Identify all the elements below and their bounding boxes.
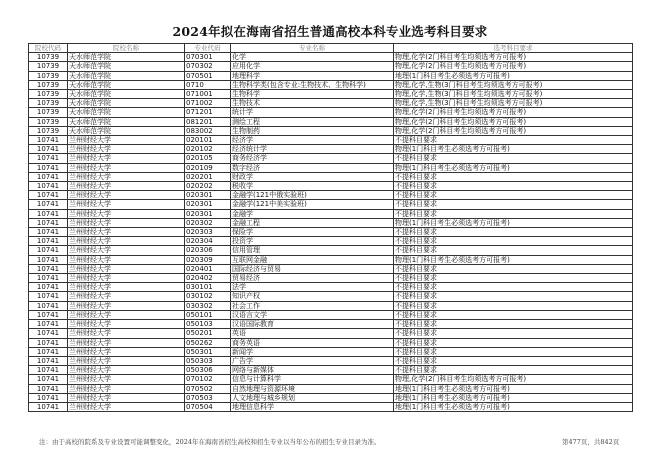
cell-major-name: 法学 [231, 283, 394, 292]
table-row [29, 264, 633, 273]
cell-major-name: 地理科学 [231, 71, 394, 80]
cell-subject-requirement: 物理,化学,生物(3门科目考生均须选考方可报考) [394, 80, 633, 89]
cell-subject-requirement: 不提科目要求 [394, 310, 633, 319]
cell-school-name: 兰州财经大学 [68, 228, 185, 237]
cell-school-name: 天水师范学院 [68, 90, 185, 99]
cell-school-name: 兰州财经大学 [68, 375, 185, 384]
table-row [29, 117, 633, 126]
cell-school-name: 天水师范学院 [68, 108, 185, 117]
table-row [29, 366, 633, 375]
cell-major-name: 经济学 [231, 136, 394, 145]
cell-subject-requirement: 地理(1门科目考生必须选考方可报考) [394, 402, 633, 411]
cell-school-name: 兰州财经大学 [68, 200, 185, 209]
cell-major-code: 0710 [185, 80, 231, 89]
cell-school-name: 兰州财经大学 [68, 209, 185, 218]
table-row [29, 375, 633, 384]
cell-school-name: 天水师范学院 [68, 53, 185, 62]
cell-major-name: 应用化学 [231, 62, 394, 71]
table-row [29, 274, 633, 283]
cell-subject-requirement: 不提科目要求 [394, 329, 633, 338]
cell-major-code: 030102 [185, 292, 231, 301]
cell-school-code: 10741 [29, 384, 68, 393]
cell-major-code: 020105 [185, 154, 231, 163]
cell-subject-requirement: 不提科目要求 [394, 191, 633, 200]
cell-school-code: 10741 [29, 338, 68, 347]
cell-major-code: 020301 [185, 209, 231, 218]
cell-major-code: 020402 [185, 274, 231, 283]
cell-subject-requirement: 不提科目要求 [394, 356, 633, 365]
table-row [29, 246, 633, 255]
table-row [29, 237, 633, 246]
cell-major-name: 人文地理与城乡规划 [231, 393, 394, 402]
cell-subject-requirement: 不提科目要求 [394, 136, 633, 145]
cell-major-code: 050201 [185, 329, 231, 338]
footnote: 注：由于高校的院系及专业设置可能调整变化，2024年在海南省招生高校和招生专业以当年公布的招生专业目录为准。 [39, 438, 381, 446]
cell-school-code: 10739 [29, 108, 68, 117]
cell-school-name: 兰州财经大学 [68, 338, 185, 347]
cell-major-name: 新闻学 [231, 347, 394, 356]
cell-subject-requirement: 不提科目要求 [394, 366, 633, 375]
cell-subject-requirement: 不提科目要求 [394, 172, 633, 181]
cell-subject-requirement: 不提科目要求 [394, 264, 633, 273]
cell-school-code: 10741 [29, 145, 68, 154]
cell-major-name: 英语 [231, 329, 394, 338]
cell-school-name: 兰州财经大学 [68, 366, 185, 375]
cell-school-code: 10741 [29, 310, 68, 319]
cell-major-code: 050303 [185, 356, 231, 365]
cell-school-code: 10741 [29, 283, 68, 292]
table-row [29, 62, 633, 71]
cell-school-code: 10741 [29, 191, 68, 200]
cell-school-code: 10741 [29, 347, 68, 356]
cell-school-name: 兰州财经大学 [68, 292, 185, 301]
cell-school-name: 兰州财经大学 [68, 218, 185, 227]
cell-major-code: 081201 [185, 117, 231, 126]
cell-subject-requirement: 地理(1门科目考生必须选考方可报考) [394, 71, 633, 80]
cell-subject-requirement: 物理(1门科目考生必须选考方可报考) [394, 145, 633, 154]
header-school-name: 院校名称 [68, 44, 185, 53]
cell-school-code: 10739 [29, 62, 68, 71]
table-row [29, 172, 633, 181]
cell-school-code: 10741 [29, 255, 68, 264]
cell-school-code: 10741 [29, 154, 68, 163]
table-row [29, 145, 633, 154]
header-major-code: 专业代码 [185, 44, 231, 53]
cell-major-name: 汉语国际教育 [231, 320, 394, 329]
cell-school-name: 兰州财经大学 [68, 310, 185, 319]
cell-school-name: 兰州财经大学 [68, 384, 185, 393]
cell-school-code: 10741 [29, 393, 68, 402]
cell-major-name: 商务经济学 [231, 154, 394, 163]
cell-school-code: 10741 [29, 366, 68, 375]
table-row [29, 90, 633, 99]
cell-school-code: 10741 [29, 209, 68, 218]
table-row [29, 283, 633, 292]
cell-subject-requirement: 不提科目要求 [394, 228, 633, 237]
cell-school-name: 天水师范学院 [68, 126, 185, 135]
page-number: 第477页，共842页 [562, 438, 620, 446]
cell-school-code: 10741 [29, 264, 68, 273]
cell-major-name: 生物科学 [231, 90, 394, 99]
cell-school-code: 10741 [29, 228, 68, 237]
cell-major-code: 050101 [185, 310, 231, 319]
table-header-row [29, 44, 633, 53]
cell-school-code: 10741 [29, 274, 68, 283]
cell-major-name: 网络与新媒体 [231, 366, 394, 375]
cell-school-code: 10741 [29, 172, 68, 181]
cell-school-code: 10739 [29, 80, 68, 89]
cell-subject-requirement: 物理,化学(2门科目考生均须选考方可报考) [394, 108, 633, 117]
cell-major-code: 020301 [185, 191, 231, 200]
cell-subject-requirement: 不提科目要求 [394, 292, 633, 301]
cell-school-name: 兰州财经大学 [68, 393, 185, 402]
cell-major-name: 社会工作 [231, 301, 394, 310]
cell-school-name: 兰州财经大学 [68, 402, 185, 411]
cell-major-name: 税收学 [231, 182, 394, 191]
table-row [29, 191, 633, 200]
table-row [29, 99, 633, 108]
cell-subject-requirement: 不提科目要求 [394, 200, 633, 209]
cell-major-name: 生物技术 [231, 99, 394, 108]
cell-major-name: 经济统计学 [231, 145, 394, 154]
cell-school-name: 天水师范学院 [68, 99, 185, 108]
table-row [29, 320, 633, 329]
cell-subject-requirement: 不提科目要求 [394, 274, 633, 283]
cell-subject-requirement: 不提科目要求 [394, 338, 633, 347]
cell-major-name: 商务英语 [231, 338, 394, 347]
cell-major-name: 金融学 [231, 209, 394, 218]
cell-major-name: 广告学 [231, 356, 394, 365]
table-row [29, 356, 633, 365]
cell-school-name: 兰州财经大学 [68, 356, 185, 365]
cell-major-code: 020306 [185, 246, 231, 255]
header-subject-requirement: 选考科目要求 [394, 44, 633, 53]
cell-subject-requirement: 地理(1门科目考生必须选考方可报考) [394, 393, 633, 402]
table-row [29, 301, 633, 310]
cell-school-code: 10741 [29, 246, 68, 255]
cell-school-code: 10741 [29, 329, 68, 338]
cell-major-code: 020202 [185, 182, 231, 191]
cell-school-name: 兰州财经大学 [68, 145, 185, 154]
cell-major-code: 020301 [185, 200, 231, 209]
cell-major-code: 030302 [185, 301, 231, 310]
cell-major-name: 汉语言文学 [231, 310, 394, 319]
cell-school-name: 兰州财经大学 [68, 246, 185, 255]
cell-major-code: 070502 [185, 384, 231, 393]
cell-subject-requirement: 物理,化学(2门科目考生均须选考方可报考) [394, 62, 633, 71]
cell-major-name: 自然地理与资源环境 [231, 384, 394, 393]
cell-major-code: 070501 [185, 71, 231, 80]
cell-school-name: 兰州财经大学 [68, 237, 185, 246]
cell-school-name: 兰州财经大学 [68, 255, 185, 264]
cell-major-code: 070102 [185, 375, 231, 384]
cell-school-name: 天水师范学院 [68, 71, 185, 80]
cell-school-name: 兰州财经大学 [68, 154, 185, 163]
cell-school-code: 10739 [29, 53, 68, 62]
cell-major-code: 070302 [185, 62, 231, 71]
cell-major-code: 050262 [185, 338, 231, 347]
cell-major-name: 生物制药 [231, 126, 394, 135]
cell-school-code: 10741 [29, 320, 68, 329]
cell-school-name: 天水师范学院 [68, 62, 185, 71]
table-row [29, 182, 633, 191]
cell-major-name: 地理信息科学 [231, 402, 394, 411]
cell-subject-requirement: 不提科目要求 [394, 182, 633, 191]
table-row [29, 393, 633, 402]
cell-major-code: 071001 [185, 90, 231, 99]
cell-major-code: 020304 [185, 237, 231, 246]
table-row [29, 80, 633, 89]
cell-school-name: 兰州财经大学 [68, 347, 185, 356]
cell-school-code: 10739 [29, 99, 68, 108]
cell-major-code: 020201 [185, 172, 231, 181]
cell-major-name: 财政学 [231, 172, 394, 181]
header-school-code: 院校代码 [29, 44, 68, 53]
cell-subject-requirement: 物理,化学(2门科目考生均须选考方可报考) [394, 126, 633, 135]
cell-major-code: 070301 [185, 53, 231, 62]
header-major-name: 专业名称 [231, 44, 394, 53]
cell-school-name: 天水师范学院 [68, 117, 185, 126]
cell-school-code: 10739 [29, 71, 68, 80]
cell-subject-requirement: 物理,化学,生物(3门科目考生均须选考方可报考) [394, 99, 633, 108]
cell-school-code: 10741 [29, 237, 68, 246]
cell-subject-requirement: 不提科目要求 [394, 209, 633, 218]
cell-major-code: 020302 [185, 218, 231, 227]
cell-subject-requirement: 不提科目要求 [394, 283, 633, 292]
cell-major-name: 互联网金融 [231, 255, 394, 264]
cell-school-code: 10741 [29, 402, 68, 411]
cell-major-code: 020401 [185, 264, 231, 273]
cell-school-name: 天水师范学院 [68, 80, 185, 89]
cell-major-code: 020109 [185, 163, 231, 172]
cell-school-code: 10741 [29, 182, 68, 191]
cell-major-name: 信息与计算科学 [231, 375, 394, 384]
cell-major-code: 020303 [185, 228, 231, 237]
table-row [29, 163, 633, 172]
cell-school-code: 10741 [29, 292, 68, 301]
cell-major-code: 020309 [185, 255, 231, 264]
cell-subject-requirement: 不提科目要求 [394, 154, 633, 163]
cell-school-code: 10741 [29, 301, 68, 310]
table-row [29, 255, 633, 264]
cell-major-name: 信用管理 [231, 246, 394, 255]
cell-major-code: 020101 [185, 136, 231, 145]
cell-major-name: 贸易经济 [231, 274, 394, 283]
cell-school-name: 兰州财经大学 [68, 301, 185, 310]
cell-major-code: 050306 [185, 366, 231, 375]
cell-major-name: 金融学(121中美实验班) [231, 200, 394, 209]
cell-school-name: 兰州财经大学 [68, 172, 185, 181]
cell-major-code: 083002 [185, 126, 231, 135]
table-row [29, 347, 633, 356]
table-row [29, 126, 633, 135]
cell-school-code: 10741 [29, 136, 68, 145]
cell-school-code: 10741 [29, 163, 68, 172]
cell-subject-requirement: 不提科目要求 [394, 301, 633, 310]
cell-major-name: 金融工程 [231, 218, 394, 227]
cell-major-name: 生物科学类(包含专业:生物技术、生物科学) [231, 80, 394, 89]
table-row [29, 402, 633, 411]
cell-subject-requirement: 物理,化学,生物(3门科目考生均须选考方可报考) [394, 90, 633, 99]
table-row [29, 228, 633, 237]
cell-school-name: 兰州财经大学 [68, 329, 185, 338]
cell-school-code: 10739 [29, 126, 68, 135]
cell-major-code: 020102 [185, 145, 231, 154]
cell-major-name: 统计学 [231, 108, 394, 117]
cell-school-name: 兰州财经大学 [68, 283, 185, 292]
table-row [29, 154, 633, 163]
table-row [29, 292, 633, 301]
cell-school-name: 兰州财经大学 [68, 182, 185, 191]
cell-school-name: 兰州财经大学 [68, 320, 185, 329]
cell-school-name: 兰州财经大学 [68, 163, 185, 172]
table-row [29, 200, 633, 209]
cell-major-name: 投资学 [231, 237, 394, 246]
cell-school-code: 10741 [29, 200, 68, 209]
cell-major-name: 保险学 [231, 228, 394, 237]
requirements-table [28, 43, 633, 412]
table-row [29, 310, 633, 319]
cell-major-name: 测绘工程 [231, 117, 394, 126]
cell-major-code: 050103 [185, 320, 231, 329]
cell-subject-requirement: 物理,化学(2门科目考生均须选考方可报考) [394, 117, 633, 126]
cell-major-name: 数字经济 [231, 163, 394, 172]
cell-school-code: 10739 [29, 90, 68, 99]
cell-major-name: 金融学(121中俄实验班) [231, 191, 394, 200]
cell-school-code: 10741 [29, 218, 68, 227]
table-row [29, 71, 633, 80]
cell-major-code: 030101 [185, 283, 231, 292]
cell-major-code: 071002 [185, 99, 231, 108]
cell-school-code: 10741 [29, 375, 68, 384]
table-row [29, 136, 633, 145]
table-row [29, 53, 633, 62]
table-row [29, 209, 633, 218]
cell-school-name: 兰州财经大学 [68, 191, 185, 200]
cell-subject-requirement: 物理(1门科目考生必须选考方可报考) [394, 218, 633, 227]
cell-school-code: 10739 [29, 117, 68, 126]
table-row [29, 384, 633, 393]
cell-major-code: 071201 [185, 108, 231, 117]
cell-subject-requirement: 不提科目要求 [394, 246, 633, 255]
cell-subject-requirement: 不提科目要求 [394, 237, 633, 246]
cell-major-code: 070503 [185, 393, 231, 402]
cell-school-code: 10741 [29, 356, 68, 365]
cell-major-code: 050301 [185, 347, 231, 356]
cell-subject-requirement: 物理,化学(2门科目考生均须选考方可报考) [394, 375, 633, 384]
table-row [29, 108, 633, 117]
cell-school-name: 兰州财经大学 [68, 264, 185, 273]
cell-major-code: 070504 [185, 402, 231, 411]
cell-subject-requirement: 物理(1门科目考生必须选考方可报考) [394, 255, 633, 264]
page-title: 2024年拟在海南省招生普通高校本科专业选考科目要求 [172, 24, 488, 39]
cell-subject-requirement: 物理(1门科目考生必须选考方可报考) [394, 163, 633, 172]
cell-school-name: 兰州财经大学 [68, 274, 185, 283]
cell-major-name: 国际经济与贸易 [231, 264, 394, 273]
table-body [29, 53, 633, 412]
cell-subject-requirement: 不提科目要求 [394, 347, 633, 356]
table-row [29, 218, 633, 227]
cell-major-name: 化学 [231, 53, 394, 62]
cell-subject-requirement: 物理,化学(2门科目考生均须选考方可报考) [394, 53, 633, 62]
table-row [29, 329, 633, 338]
cell-subject-requirement: 地理(1门科目考生必须选考方可报考) [394, 384, 633, 393]
cell-subject-requirement: 不提科目要求 [394, 320, 633, 329]
cell-major-name: 知识产权 [231, 292, 394, 301]
cell-school-name: 兰州财经大学 [68, 136, 185, 145]
table-row [29, 338, 633, 347]
